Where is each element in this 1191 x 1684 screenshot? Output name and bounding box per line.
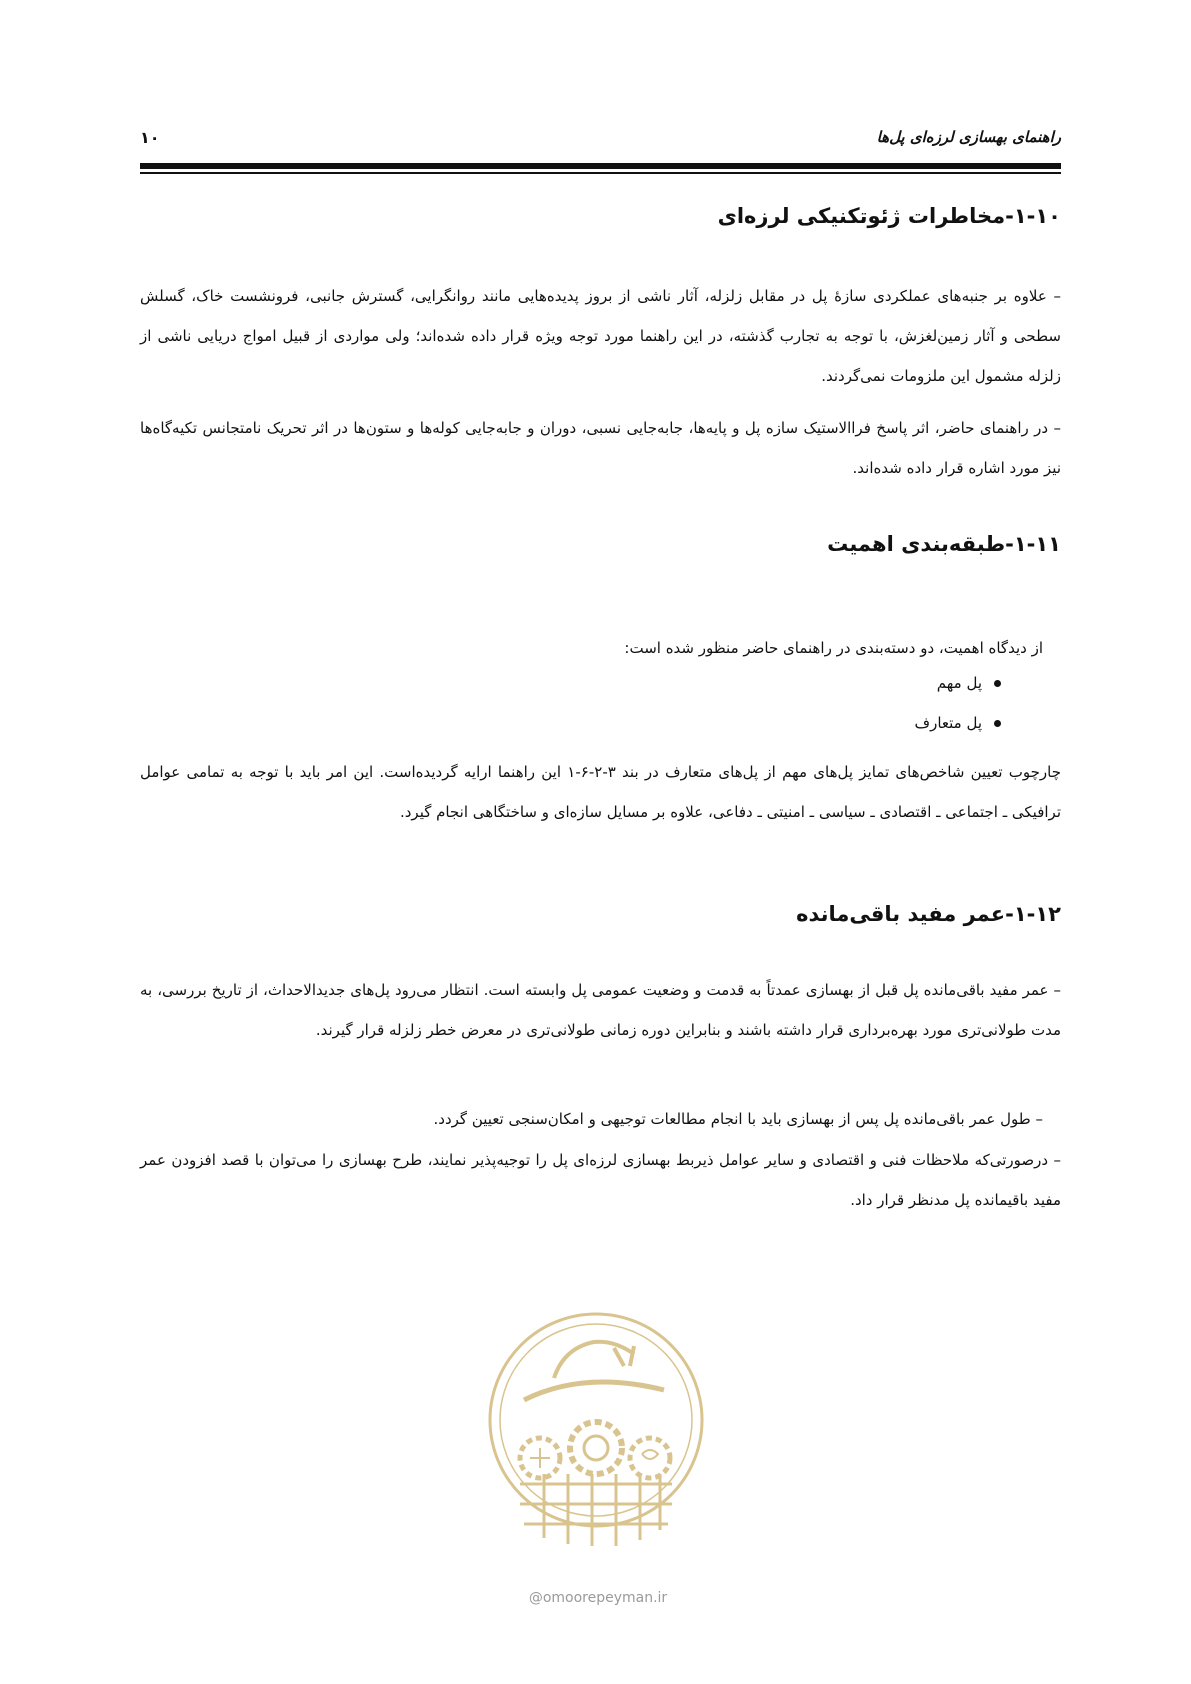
bullet-item bbox=[915, 714, 1001, 732]
section-heading-1-10: ۱-۱۰-مخاطرات ژئوتکنیکی لرزه‌ای bbox=[717, 204, 1061, 228]
header-title: راهنمای بهسازی لرزه‌ای پل‌ها bbox=[876, 128, 1061, 146]
bullet-text: پل متعارف bbox=[914, 714, 982, 732]
bullet-item bbox=[937, 674, 1001, 692]
paragraph: – درصورتی‌که ملاحظات فنی و اقتصادی و سایر عوامل ذیربط بهسازی لرزه‌ای پل را توجیه‌پذیر نمایند، طرح بهسازی را می‌توان با قصد افزودن عمر مفید باقیمانده پل مدنظر قرار داد. bbox=[140, 1151, 1061, 1209]
paragraph: – طول عمر باقی‌مانده پل پس از بهسازی باید با انجام مطالعات توجیهی و امکان‌سنجی تعیین گردد. bbox=[433, 1110, 1043, 1128]
header-rule-thick bbox=[140, 163, 1061, 169]
paragraph: – عمر مفید باقی‌مانده پل قبل از بهسازی عمدتاً به قدمت و وضعیت عمومی پل وابسته است. انتظار می‌رود پل‌های جدیدالاحداث، از تاریخ بررسی، به مدت طولانی‌تری مورد بهره‌برداری قرار داشته باشند و بنابراین دوره زمانی طولانی‌تری در معرض خطر زلزله قرار گیرند. bbox=[140, 981, 1061, 1039]
header-rule-thin bbox=[140, 172, 1061, 174]
watermark-logo bbox=[484, 1308, 708, 1598]
running-header bbox=[140, 128, 1061, 152]
page-number: ۱۰ bbox=[140, 128, 160, 147]
bullet-icon bbox=[994, 680, 1001, 687]
bullet-text: پل مهم bbox=[936, 674, 982, 692]
watermark-url: @omoorepeyman.ir bbox=[528, 1590, 668, 1606]
paragraph: چارچوب تعیین شاخص‌های تمایز پل‌های مهم از پل‌های متعارف در بند ۳-۲-۶-۱ این راهنما ارایه گردیده‌است. این امر باید با توجه به تمامی عوامل ترافیکی ـ اجتماعی ـ اقتصادی ـ سیاسی ـ امنیتی ـ دفاعی، علاوه بر مسایل سازه‌ای و ساختگاهی انجام گیرد. bbox=[140, 763, 1061, 821]
paragraph-intro: از دیدگاه اهمیت، دو دسته‌بندی در راهنمای حاضر منظور شده است: bbox=[624, 639, 1043, 657]
section-heading-1-12: ۱-۱۲-عمر مفید باقی‌مانده bbox=[796, 902, 1061, 926]
bullet-icon bbox=[994, 720, 1001, 727]
paragraph: – علاوه بر جنبه‌های عملکردی سازهٔ پل در مقابل زلزله، آثار ناشی از بروز پدیده‌هایی مانند روانگرایی، گسترش جانبی، فرونشست خاک، گسلش سطحی و آثار زمین‌لغزش، با توجه به تجارب گذشته، در این راهنما مورد توجه ویژه قرار داده شده‌اند؛ ولی مواردی از قبیل امواج دریایی ناشی از زلزله مشمول این ملزومات نمی‌گردند. bbox=[140, 287, 1061, 385]
paragraph: – در راهنمای حاضر، اثر پاسخ فراالاستیک سازه پل و پایه‌ها، جابه‌جایی نسبی، دوران و جابه‌جایی کوله‌ها و ستون‌ها در اثر تحریک نامتجانس تکیه‌گاه‌ها نیز مورد اشاره قرار داده شده‌اند. bbox=[140, 419, 1061, 477]
section-heading-1-11: ۱-۱۱-طبقه‌بندی اهمیت bbox=[827, 532, 1061, 556]
